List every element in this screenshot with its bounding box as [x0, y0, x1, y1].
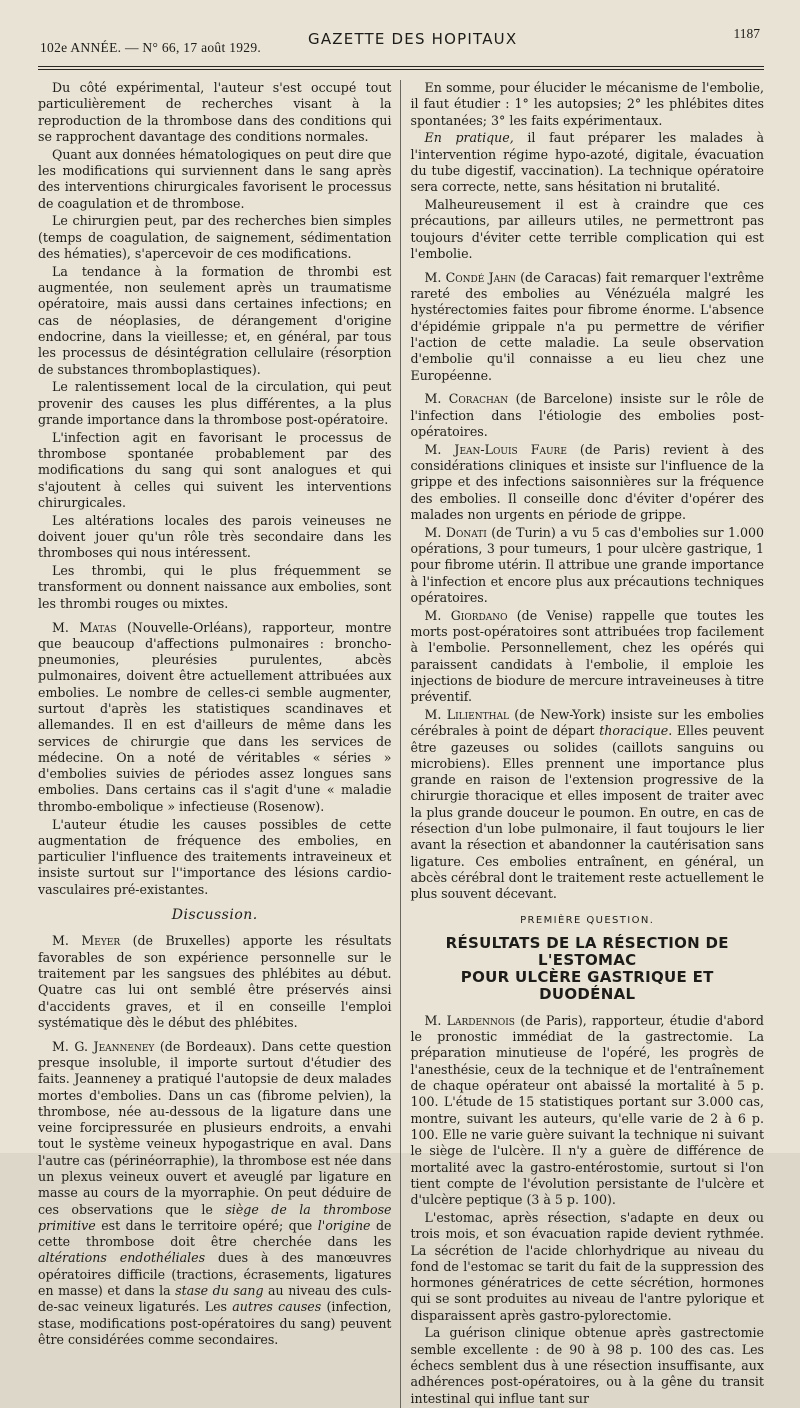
paragraph-corachan	[411, 391, 765, 440]
paragraph-text: . Elles peuvent être gazeuses ou solides (caillots sanguins ou microbiens). Elles prennent une importance plus grande en raison de l'extension progressive de la chirurgie thoracique et elles imposent de traiter avec la plus grande douceur le poumon. En outre, en cas de résection d'un lobe pulmonaire, il faut toujours le lier avant la résection et abandonner la cautérisation sans ligature. Ces embolies entraînent, en général, un abcès cérébral dont le traitement reste actuellement le plus souvent décevant.	[410, 723, 764, 902]
paragraph: Le ralentissement local de la circulation, qui peut provenir des causes les plus différentes, a la plus grande importance dans la thrombose post-opératoire.	[38, 379, 392, 427]
paragraph: Malheureusement il est à craindre que ces précautions, par ailleurs utiles, ne permettront pas toujours d'éviter cette terrible complication qui est l'embolie.	[410, 197, 764, 261]
paragraph-text: (de Paris), rapporteur, étudie d'abord le pronostic immédiat de la gastrectomie. La préparation minutieuse de l'opéré, les progrès de l'anesthésie, ceux de la technique et de l'entraînement de chaque opérateur ont abaissé la mortalité à 5 p. 100. L'étude de 15 statistiques portant sur 3.000 cas, montre, suivant les auteurs, qu'elle varie de 2 à 6 p. 100. Elle ne varie guère suivant la technique ni suivant le siège de l'ulcère. Il n'y a guère de différence de mortalité avec la gastro-entérostomie, surtout si l'on tient compte de l'évolution persistante de l'ulcère et d'ulcère peptique (3 à 5 p. 100).	[410, 1012, 764, 1208]
speaker-name: M. Jean-Louis Faure	[424, 441, 567, 457]
journal-title: GAZETTE DES HOPITAUX	[308, 30, 518, 48]
paragraph: La tendance à la formation de thrombi est augmentée, non seulement après un traumatisme opératoire, mais aussi dans certaines infections; en cas de néoplasies, de dérangement d'origine endocrine, dans la vieillesse; et, en général, par tous les processus de désintégration cellulaire (résorption de substances thromboplastiques).	[38, 263, 392, 377]
paragraph: Quant aux données hématologiques on peut dire que les modifications qui surviennent dans le sang après des interventions chirurgicales favorisent le processus de coagulation et de thrombose.	[38, 146, 392, 211]
paragraph-text: au niveau des culs-de-sac veineux ligaturés. Les	[38, 1283, 392, 1315]
paragraph: L'auteur étudie les causes possibles de cette augmentation de fréquence des embolies, en particulier l'influence des traitements intraveineux et insiste surtout sur l''importance des lésions cardio-vasculaires pré-existantes.	[38, 816, 392, 897]
paragraph: L'infection agit en favorisant le processus de thrombose spontanée probablement par des modifications du sang qui sont analogues et qui s'ajoutent à celles qui suivent les interventions chirurgicales.	[38, 429, 392, 510]
speaker-name: M. G. Jeanneney	[52, 1038, 155, 1054]
paragraph-lardennois	[411, 1013, 765, 1209]
discussion-heading: Discussion.	[171, 907, 258, 924]
section-title	[411, 935, 765, 1003]
paragraph-text: (infection, stase, modifications post-opératoires du sang) peuvent être considérées comme secondaires.	[38, 1299, 392, 1347]
paragraph-text: (de New-York) insiste sur les embolies cérébrales à point de départ	[410, 706, 764, 739]
page-number: 1187	[733, 26, 760, 41]
paragraph-text: (de Bruxelles) apporte les résultats favorables de son expérience personnelle sur le traitement par les sangsues des phlébites au début. Quatre cas lui ont semblé être préservés ainsi d'accidents graves, et il en conseille l'emploi systématique dès le début des phlébites.	[38, 933, 392, 1030]
left-column	[38, 80, 401, 1408]
emphasis: altérations endothéliales	[38, 1250, 206, 1266]
speaker-name: M. Condé Jahn	[424, 269, 516, 285]
speaker-name: M. Giordano	[424, 607, 508, 623]
paragraph-lilienthal	[411, 707, 765, 903]
emphasis: thoracique	[599, 723, 669, 739]
paragraph-text: de cette thrombose doit être cherchée dans les	[38, 1217, 392, 1250]
speaker-name: M. Matas	[52, 619, 117, 635]
paragraph-faure	[411, 442, 765, 523]
speaker-name: M. Donati	[424, 524, 487, 540]
paragraph-text: il faut préparer les malades à l'intervention régime hypo-azoté, digitale, évacuation du tube digestif, vaccination). La technique opératoire sera correcte, nette, sans hésitation ni brutalité.	[410, 130, 764, 195]
speaker-name: M. Lardennois	[424, 1012, 515, 1028]
emphasis: l'origine	[317, 1217, 371, 1233]
section-title-line: RÉSULTATS DE LA RÉSECTION DE L'ESTOMAC	[445, 933, 729, 969]
paragraph: Le chirurgien peut, par des recherches bien simples (temps de coagulation, de saignement, sédimentation des hématies), s'apercevoir de ces modifications.	[38, 213, 392, 261]
paragraph-matas	[38, 620, 392, 816]
paragraph-conde	[411, 270, 765, 384]
section-title-line: POUR ULCÈRE GASTRIQUE ET DUODÉNAL	[460, 967, 714, 1003]
paragraph-text: (Nouvelle-Orléans), rapporteur, montre que beaucoup d'affections pulmonaires : broncho-pneumonies, pleurésies purulentes, abcès pulmonaires, doivent être actuellement attribuées aux embolies. Le nombre de celles-ci semble augmenter, surtout d'après les statistiques scandinaves et allemandes. Il en est d'ailleurs de même dans les services de chirurgie que dans les services de médecine. On a noté de véritables « séries » d'embolies suivies de périodes assez longues sans embolies. Dans certains cas il s'agit d'une « maladie thrombo-embolique » infectieuse (Rosenow).	[38, 619, 392, 814]
paragraph-text: (de Turin) a vu 5 cas d'embolies sur 1.000 opérations, 3 pour tumeurs, 1 pour ulcère gastrique, 1 pour fibrome utérin. Il attribue une grande importance à l'infection et encore plus aux précautions techniques opératoires.	[410, 524, 764, 605]
question-label: PREMIÈRE QUESTION.	[520, 914, 655, 926]
paragraph-text: (de Paris) revient à des considérations cliniques et insiste sur l'influence de la grippe et des infections saisonnières sur la fréquence des embolies. Il conseille donc d'éviter d'opérer des malades non urgents en période de grippe.	[410, 441, 764, 522]
paragraph-giordano	[411, 608, 765, 706]
paragraph: La guérison clinique obtenue après gastrectomie semble excellente : de 90 à 98 p. 100 des cas. Les échecs semblent dus à une résection insuffisante, aux adhérences post-opératoires, ou à la gêne du transit intestinal qui influe tant sur	[410, 1325, 764, 1406]
speaker-name: M. Lilienthal	[424, 706, 509, 722]
emphasis: siège de la thrombose primitive	[38, 1201, 392, 1233]
paragraph-text: (de Venise) rappelle que toutes les morts post-opératoires sont attribuées trop facilement à l'embolie. Personnellement, chez les opérés qui paraissent candidats à l'embolie, il emploie les injections de biodure de mercure intraveineuses à titre préventif.	[410, 607, 764, 705]
paragraph: Du côté expérimental, l'auteur s'est occupé tout particulièrement de recherches visant à la reproduction de la thrombose dans des conditions qui se rapprochent davantage des conditions normales.	[38, 80, 392, 144]
paragraph-pratique	[411, 130, 765, 195]
emphasis: stase du sang	[175, 1283, 264, 1299]
header-rule	[38, 66, 764, 67]
speaker-name: M. Corachan	[424, 391, 509, 407]
paragraph-jeanneney	[38, 1039, 392, 1349]
paragraph-meyer	[38, 933, 392, 1031]
paragraph: Les altérations locales des parois veineuses ne doivent jouer qu'un rôle très secondaire dans les thromboses qui nous intéressent.	[38, 512, 392, 561]
article-columns	[38, 80, 764, 1408]
paragraph-text: dues à des manœuvres opératoires difficile (tractions, écrasements, ligatures en masse) et dans la	[38, 1250, 392, 1299]
paragraph: L'estomac, après résection, s'adapte en deux ou trois mois, et son évacuation rapide devient rythmée. La sécrétion de l'acide chlorhydrique au niveau du fond de l'estomac se tarit du fait de la suppression des hormones génératrices de cette sécrétion, hormones qui se sont produites au niveau de l'antre pylorique et disparaissent après gastro-pylorectomie.	[410, 1209, 764, 1323]
paragraph-text: (de Barcelone) insiste sur le rôle de l'infection dans l'étiologie des embolies post-opératoires.	[410, 391, 764, 439]
paragraph-text: (de Caracas) fait remarquer l'extrême rareté des embolies au Vénézuéla malgré les hystérectomies faites pour fibrome énorme. L'absence d'épidémie grippale n'a pu permettre de vérifier l'action de cette maladie. La seule observation d'embolie qu'il connaisse a eu lieu chez une Européenne.	[410, 269, 764, 383]
issue-info: 102e ANNÉE. — N° 66, 17 août 1929.	[40, 40, 262, 55]
paragraph-text: est dans le territoire opéré; que	[95, 1217, 318, 1233]
page-header	[38, 26, 764, 60]
paragraph-donati	[411, 525, 765, 606]
speaker-name: M. Meyer	[52, 933, 121, 949]
paragraph: En somme, pour élucider le mécanisme de l'embolie, il faut étudier : 1° les autopsies; 2° les phlébites dites spontanées; 3° les faits expérimentaux.	[410, 80, 764, 128]
right-column	[401, 80, 765, 1408]
paragraph: Les thrombi, qui le plus fréquemment se transforment ou donnent naissance aux embolies, sont les thrombi rouges ou mixtes.	[38, 563, 392, 611]
paragraph-text: (de Bordeaux). Dans cette question presque insoluble, il importe surtout d'étudier des faits. Jeanneney a pratiqué l'autopsie de deux malades mortes d'embolies. Dans un cas (fibrome pelvien), la thrombose, née au-dessous de la ligature dans une veine forcipressurée en plusieurs endroits, a envahi tout le système veineux hypogastrique en aval. Dans l'autre cas (périnéorraphie), la thrombose est née dans un plexus veineux ouvert et aveuglé par ligature en masse au cours de la myorraphie. On peut déduire de ces observations que le	[38, 1038, 392, 1217]
emphasis: En pratique,	[424, 130, 514, 146]
header-rule-thin	[38, 69, 764, 70]
emphasis: autres causes	[232, 1299, 322, 1315]
